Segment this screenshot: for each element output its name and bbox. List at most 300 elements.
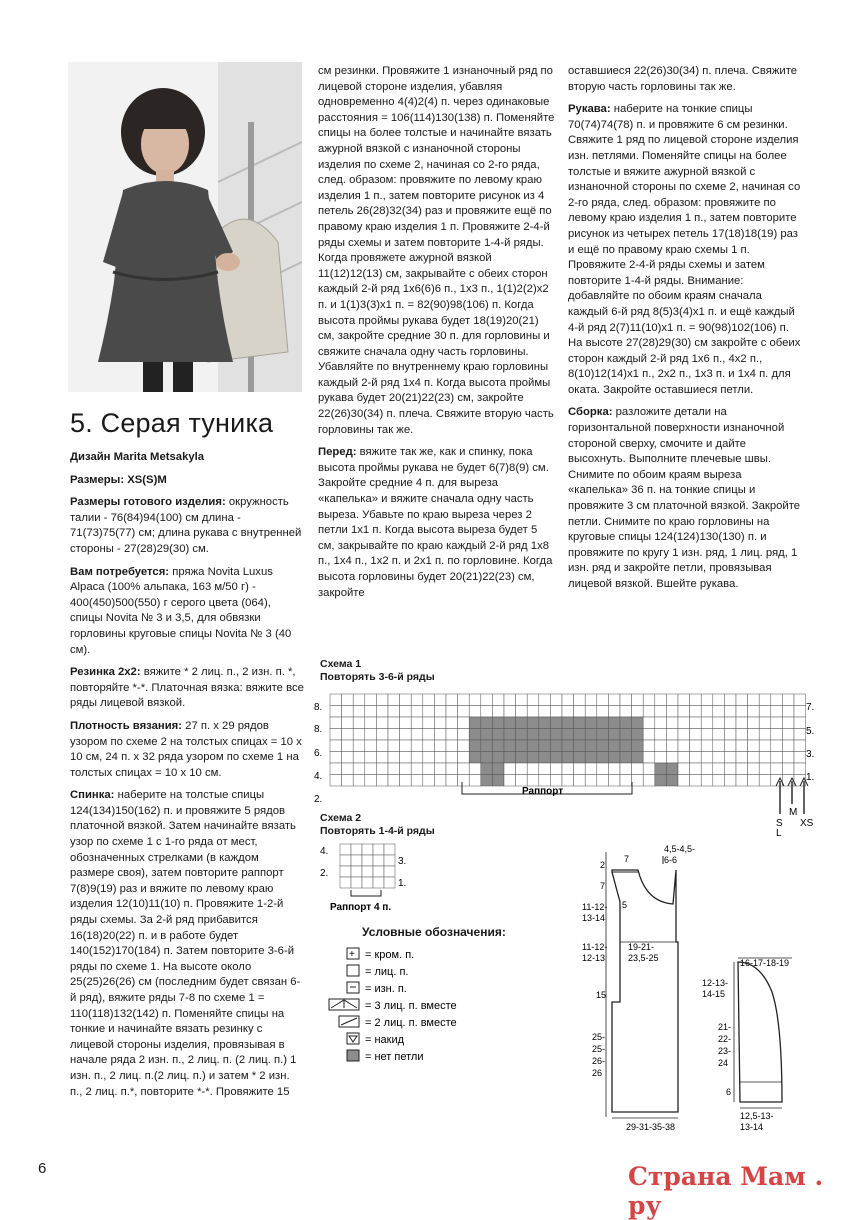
chart-cell	[782, 717, 794, 729]
chart-cell	[330, 775, 342, 787]
chart-cell	[527, 763, 539, 775]
chart-cell	[655, 752, 667, 764]
chart-cell	[469, 752, 481, 764]
chart-cell	[748, 717, 760, 729]
chart-cell	[550, 717, 562, 729]
chart-cell	[400, 740, 412, 752]
chart-cell	[643, 763, 655, 775]
chart-cell	[373, 866, 384, 877]
svg-text:6-6: 6-6	[664, 855, 678, 865]
scheme1-chart	[312, 690, 822, 830]
svg-text:6: 6	[726, 1087, 732, 1097]
chart-cell	[585, 717, 597, 729]
chart-cell	[527, 740, 539, 752]
chart-cell	[713, 729, 725, 741]
chart-cell	[724, 763, 736, 775]
legend-item: = лиц. п.	[365, 966, 409, 978]
chart-cell	[492, 775, 504, 787]
chart-cell	[655, 717, 667, 729]
chart-cell	[574, 717, 586, 729]
chart-cell	[782, 694, 794, 706]
chart-cell	[632, 717, 644, 729]
chart-cell	[678, 775, 690, 787]
chart-cell	[351, 877, 362, 888]
chart-cell	[527, 752, 539, 764]
svg-text:7: 7	[600, 881, 606, 891]
chart-cell	[759, 706, 771, 718]
chart-cell	[562, 706, 574, 718]
svg-text:1.: 1.	[398, 878, 407, 889]
svg-text:M: M	[789, 807, 798, 818]
sleeves-instructions: Рукава: наберите на тонкие спицы 70(74)74(78) п. и провяжите 6 см резинки. Свяжите 1 ряд по лицевой стороне изделия изн. петлями. Поменяйте спицы на более толстые и вяжите ажурной вязкой с изнаночной стороны по схеме 2, начиная со 2-го ряда, след. образом: провяжите по левому краю изделия 1 п., затем повторите рисунок из четырех петель 17(18)18(19) раз и ещё по правому краю схемы 1 п. Провяжите 2-4-й ряды схемы и затем повторите 1-4-й ряды. Внимание: добавляйте по обоим краям сначала каждый 6-й ряд 8(5)3(4)х1 п. и ещё каждый 4-й ряд 2(7)11(10)х1 п. = 90(98)102(106) п. На высоте 27(28)29(30) см закройте с обеих сторон каждый 2-й ряд 1х6 п., 4х2 п., 8(10)12(14)х1 п., 2х2 п., 1х3 п. и 1х4 п. для оката. Закройте оставшиеся петли.	[568, 103, 801, 396]
chart-cell	[446, 717, 458, 729]
chart-cell	[446, 706, 458, 718]
chart-cell	[620, 775, 632, 787]
chart-cell	[330, 706, 342, 718]
chart-cell	[411, 729, 423, 741]
chart-cell	[632, 694, 644, 706]
chart-cell	[539, 717, 551, 729]
chart-cell	[771, 740, 783, 752]
chart-cell	[655, 775, 667, 787]
svg-text:4.: 4.	[320, 846, 329, 857]
chart-cell	[376, 752, 388, 764]
chart-cell	[423, 717, 435, 729]
chart-cell	[585, 729, 597, 741]
chart-cell	[550, 775, 562, 787]
chart-cell	[342, 752, 354, 764]
svg-text:11-12-: 11-12-	[582, 942, 608, 952]
chart-cell	[342, 740, 354, 752]
chart-cell	[771, 694, 783, 706]
chart-cell	[678, 694, 690, 706]
chart-cell	[365, 763, 377, 775]
chart-cell	[608, 740, 620, 752]
chart-cell	[620, 706, 632, 718]
chart-cell	[527, 706, 539, 718]
svg-text:12-13: 12-13	[582, 953, 606, 963]
chart-cell	[423, 775, 435, 787]
chart-cell	[550, 740, 562, 752]
chart-cell	[701, 729, 713, 741]
chart-cell	[574, 775, 586, 787]
chart-cell	[759, 694, 771, 706]
back-instructions: Спинка: наберите на толстые спицы 124(134)150(162) п. и провяжите 5 рядов платочной вязкой. Затем начинайте вязать узор по схеме 1 с 1-го ряда от мест, обозначенных стрелками (в каждом размере своя), затем повторите раппорт 7(8)9(19) раз и вяжите по левому краю изделия 12(10)11(10) п. Провяжите 1-2-й ряды схемы. За 2-й ряд прибавится 16(18)20(22) п. и в работе будет 140(152)170(184) п. Затем повторите 3-6-й ряды по схеме 1. На высоте около 25(25)26(26) см (последним будет связан 6-й ряд), вяжите ряды 7-8 по схеме 1 = 110(118)132(142) п. Поменяйте спицы на тонкие и начинайте вязать резинку с лицевой стороны изделия, провязывая в начале ряда 2 изн. п., 2 лиц. п. (2 лиц. п.) 1 изн. п., 2 лиц. п.(2 лиц. п.) и затем * 2 изн. п., 2 лиц. п.*, повторите *-*. Провяжите 15	[70, 789, 301, 1098]
chart-cell	[585, 763, 597, 775]
chart-cell	[492, 763, 504, 775]
chart-cell	[736, 694, 748, 706]
chart-cell	[330, 729, 342, 741]
scheme2-heading: Схема 2 Повторять 1-4-й ряды	[320, 812, 435, 837]
chart-cell	[562, 752, 574, 764]
chart-cell	[539, 694, 551, 706]
chart-cell	[353, 752, 365, 764]
chart-cell	[713, 763, 725, 775]
chart-cell	[469, 763, 481, 775]
chart-cell	[701, 717, 713, 729]
chart-cell	[713, 706, 725, 718]
chart-cell	[411, 752, 423, 764]
chart-cell	[400, 752, 412, 764]
chart-cell	[353, 729, 365, 741]
chart-cell	[516, 717, 528, 729]
chart-cell	[608, 694, 620, 706]
svg-text:2: 2	[600, 860, 606, 870]
svg-text:4,5-4,5-: 4,5-4,5-	[664, 844, 696, 854]
chart-cell	[736, 706, 748, 718]
svg-text:5: 5	[622, 900, 628, 910]
chart-cell	[620, 752, 632, 764]
chart-cell	[690, 729, 702, 741]
chart-cell	[388, 729, 400, 741]
chart-cell	[632, 740, 644, 752]
chart-cell	[794, 752, 806, 764]
legend-item: = кром. п.	[365, 949, 415, 961]
chart-cell	[562, 763, 574, 775]
chart-cell	[434, 706, 446, 718]
legend-item: = накид	[365, 1034, 405, 1046]
back-continued: см резинки. Провяжите 1 изнаночный ряд по лицевой стороне изделия, убавляя одновременно 4(4)2(4) п. через одинаковые расстояния = 106(114)130(138) п. Поменяйте спицы на более толстые и начинайте вязать ажурной вязкой с изнаночной стороны изделия по схеме 2, начиная со 2-го ряда, след. образом: провяжите по левому краю изделия 1 п., затем повторите рисунок из 4 петель 26(28)32(34) раз и провяжите ещё по правому краю изделия 1 п. Провяжите 2-4-й ряды схемы и затем повторите 1-4-й ряды. Когда провяжете ажурной вязкой 11(12)12(13) см, закрывайте с обеих сторон каждый 2-й ряд 1х6(6)6 п., 1х3 п., 1(1)2(2)х2 п. и 1(1)3(3)х1 п. = 82(90)98(106) п. Когда высота проймы рукава будет 18(19)20(21) см, закройте средние 30 п. для горловины и свяжите сначала одну часть горловины. Убавляйте по внутреннему краю горловины каждый 2-й ряд 1х4 п. Когда высота проймы рукава будет 20(21)22(23) см, закройте 22(26)30(34) п. плеча. Свяжите вторую часть горловины так же.	[318, 65, 555, 436]
chart-cell	[690, 706, 702, 718]
chart-cell	[376, 729, 388, 741]
svg-text:21-: 21-	[718, 1022, 732, 1032]
front-continued: оставшиеся 22(26)30(34) п. плеча. Свяжите вторую часть горловины так же.	[568, 65, 798, 93]
chart-cell	[539, 775, 551, 787]
chart-cell	[655, 694, 667, 706]
chart-cell	[782, 740, 794, 752]
chart-cell	[713, 740, 725, 752]
chart-cell	[434, 775, 446, 787]
chart-cell	[342, 717, 354, 729]
chart-cell	[527, 717, 539, 729]
chart-cell	[411, 740, 423, 752]
chart-cell	[539, 752, 551, 764]
chart-cell	[469, 729, 481, 741]
svg-text:29-31-35-38: 29-31-35-38	[626, 1122, 676, 1132]
chart-cell	[458, 775, 470, 787]
chart-cell	[469, 740, 481, 752]
chart-cell	[362, 844, 373, 855]
chart-cell	[362, 877, 373, 888]
svg-text:12-13-: 12-13-	[702, 978, 729, 988]
chart-cell	[562, 729, 574, 741]
chart-cell	[620, 763, 632, 775]
chart-cell	[748, 729, 760, 741]
chart-cell	[771, 752, 783, 764]
chart-cell	[458, 752, 470, 764]
svg-text:24: 24	[718, 1058, 729, 1068]
chart-cell	[481, 763, 493, 775]
chart-cell	[434, 740, 446, 752]
chart-cell	[643, 740, 655, 752]
chart-cell	[423, 706, 435, 718]
legend-item: = 3 лиц. п. вместе	[365, 1000, 457, 1012]
chart-cell	[516, 752, 528, 764]
model-photo	[68, 62, 302, 392]
chart-cell	[527, 775, 539, 787]
chart-cell	[562, 694, 574, 706]
chart-cell	[701, 706, 713, 718]
chart-cell	[373, 877, 384, 888]
chart-cell	[458, 706, 470, 718]
chart-cell	[597, 706, 609, 718]
chart-cell	[342, 775, 354, 787]
chart-cell	[504, 740, 516, 752]
chart-cell	[458, 740, 470, 752]
chart-cell	[794, 694, 806, 706]
column-3	[568, 64, 804, 593]
chart-cell	[724, 729, 736, 741]
chart-cell	[539, 706, 551, 718]
chart-cell	[713, 775, 725, 787]
chart-cell	[353, 706, 365, 718]
chart-cell	[690, 752, 702, 764]
chart-cell	[400, 717, 412, 729]
chart-cell	[384, 877, 395, 888]
chart-cell	[690, 694, 702, 706]
chart-cell	[469, 694, 481, 706]
chart-cell	[504, 775, 516, 787]
front-instructions: Перед: вяжите так же, как и спинку, пока высота проймы рукава не будет 6(7)8(9) см. Закройте средние 4 п. для выреза «капелька» и вяжите сначала одну часть выреза. Убавьте по краю выреза через 2 петли 1х1 п. Когда высота выреза будет 5 см, закрывайте по краю каждый 2-й ряд 1х8 п., 1х4 п., 1х2 п. и 2х1 п. по горловине. Когда высота горловины будет 20(21)22(23) см, закройте	[318, 446, 553, 599]
chart-cell	[340, 844, 351, 855]
sizes: Размеры: XS(S)M	[70, 473, 167, 486]
chart-cell	[400, 729, 412, 741]
chart-cell	[388, 694, 400, 706]
chart-cell	[678, 717, 690, 729]
chart-cell	[620, 717, 632, 729]
scheme1-row-label: 8.	[314, 702, 323, 713]
chart-cell	[585, 775, 597, 787]
legend-symbols	[325, 944, 515, 1066]
svg-text:L: L	[776, 828, 782, 836]
svg-text:13-14: 13-14	[582, 913, 606, 923]
chart-cell	[608, 775, 620, 787]
svg-text:26: 26	[592, 1068, 603, 1078]
chart-cell	[516, 729, 528, 741]
svg-text:13-14: 13-14	[740, 1122, 764, 1132]
chart-cell	[597, 729, 609, 741]
svg-text:+: +	[349, 949, 355, 960]
chart-cell	[365, 694, 377, 706]
chart-cell	[362, 866, 373, 877]
chart-cell	[492, 694, 504, 706]
chart-cell	[376, 694, 388, 706]
chart-cell	[759, 717, 771, 729]
chart-cell	[434, 729, 446, 741]
svg-text:14-15: 14-15	[702, 989, 726, 999]
column-2	[318, 64, 556, 601]
chart-cell	[643, 694, 655, 706]
chart-cell	[353, 775, 365, 787]
chart-cell	[666, 752, 678, 764]
chart-cell	[713, 717, 725, 729]
chart-cell	[376, 763, 388, 775]
assembly-instructions: Сборка: разложите детали на горизонтальной поверхности изнаночной стороной сверху, смочите и дайте высохнуть. Выполните плечевые швы. Снимите по обоим краям выреза «капелька» 36 п. на тонкие спицы и провяжите 3 см платочной вязкой. Закройте петли. Снимите по краю горловины на круговые спицы 124(124)130(130) п. и провяжите по кругу 1 изн. ряд, 1 лиц. ряд, 1 изн. ряд и закройте петли, провязывая лицевой вязкой. Вшейте рукава.	[568, 406, 801, 590]
chart-cell	[388, 752, 400, 764]
chart-cell	[342, 763, 354, 775]
chart-cell	[574, 706, 586, 718]
chart-cell	[481, 740, 493, 752]
chart-cell	[701, 740, 713, 752]
chart-cell	[748, 775, 760, 787]
article-title: 5. Серая туника	[70, 408, 274, 438]
chart-cell	[643, 729, 655, 741]
chart-cell	[608, 729, 620, 741]
chart-cell	[759, 740, 771, 752]
svg-text:7: 7	[624, 854, 630, 864]
chart-cell	[340, 866, 351, 877]
designer: Дизайн Marita Metsakyla	[70, 451, 205, 463]
chart-cell	[736, 729, 748, 741]
chart-cell	[608, 763, 620, 775]
chart-cell	[353, 717, 365, 729]
chart-cell	[562, 740, 574, 752]
chart-cell	[365, 706, 377, 718]
chart-cell	[342, 706, 354, 718]
chart-cell	[550, 694, 562, 706]
chart-cell	[373, 844, 384, 855]
watermark: Страна Мам . ру	[628, 1162, 824, 1220]
chart-cell	[632, 775, 644, 787]
chart-cell	[481, 729, 493, 741]
chart-cell	[794, 763, 806, 775]
chart-cell	[666, 694, 678, 706]
chart-cell	[736, 752, 748, 764]
chart-cell	[434, 752, 446, 764]
chart-cell	[388, 740, 400, 752]
chart-cell	[782, 763, 794, 775]
chart-cell	[492, 706, 504, 718]
chart-cell	[550, 729, 562, 741]
svg-text:23,5-25: 23,5-25	[628, 953, 659, 963]
chart-cell	[504, 729, 516, 741]
scheme1-row-label: 5.	[806, 726, 815, 737]
chart-cell	[759, 729, 771, 741]
chart-cell	[655, 729, 667, 741]
chart-cell	[678, 763, 690, 775]
chart-cell	[562, 717, 574, 729]
chart-cell	[411, 706, 423, 718]
chart-cell	[655, 740, 667, 752]
chart-cell	[690, 763, 702, 775]
chart-cell	[632, 752, 644, 764]
chart-cell	[362, 855, 373, 866]
chart-cell	[423, 763, 435, 775]
chart-cell	[666, 763, 678, 775]
chart-cell	[794, 740, 806, 752]
chart-cell	[632, 729, 644, 741]
chart-cell	[597, 740, 609, 752]
chart-cell	[353, 694, 365, 706]
svg-text:12,5-13-: 12,5-13-	[740, 1111, 774, 1121]
legend-item: = нет петли	[365, 1051, 424, 1063]
chart-cell	[423, 752, 435, 764]
chart-cell	[724, 717, 736, 729]
chart-cell	[724, 694, 736, 706]
chart-cell	[411, 775, 423, 787]
chart-cell	[632, 706, 644, 718]
chart-cell	[330, 763, 342, 775]
chart-cell	[330, 740, 342, 752]
chart-cell	[562, 775, 574, 787]
chart-cell	[678, 752, 690, 764]
chart-cell	[384, 866, 395, 877]
chart-cell	[330, 717, 342, 729]
chart-cell	[481, 706, 493, 718]
chart-cell	[400, 706, 412, 718]
svg-text:25-: 25-	[592, 1032, 606, 1042]
chart-cell	[666, 740, 678, 752]
chart-cell	[340, 855, 351, 866]
chart-cell	[597, 752, 609, 764]
chart-cell	[782, 729, 794, 741]
chart-cell	[458, 694, 470, 706]
chart-cell	[481, 694, 493, 706]
chart-cell	[550, 763, 562, 775]
chart-cell	[701, 752, 713, 764]
chart-cell	[585, 706, 597, 718]
chart-cell	[423, 740, 435, 752]
scheme1-grid	[330, 694, 806, 786]
chart-cell	[504, 752, 516, 764]
chart-cell	[608, 752, 620, 764]
chart-cell	[597, 763, 609, 775]
scheme2-chart	[318, 840, 418, 915]
chart-cell	[539, 763, 551, 775]
chart-cell	[724, 706, 736, 718]
chart-cell	[446, 752, 458, 764]
chart-cell	[574, 752, 586, 764]
chart-cell	[771, 763, 783, 775]
chart-cell	[632, 763, 644, 775]
chart-cell	[458, 763, 470, 775]
chart-cell	[690, 717, 702, 729]
chart-cell	[690, 740, 702, 752]
svg-text:16-17-18-19: 16-17-18-19	[740, 958, 790, 968]
chart-cell	[655, 763, 667, 775]
chart-cell	[782, 706, 794, 718]
legend-title: Условные обозначения:	[362, 925, 506, 939]
page-number: 6	[38, 1160, 47, 1177]
chart-cell	[527, 729, 539, 741]
chart-cell	[771, 717, 783, 729]
chart-cell	[446, 694, 458, 706]
chart-cell	[458, 717, 470, 729]
chart-cell	[574, 763, 586, 775]
chart-cell	[446, 729, 458, 741]
svg-text:11-12-: 11-12-	[582, 902, 608, 912]
svg-text:25-: 25-	[592, 1044, 606, 1054]
chart-cell	[666, 775, 678, 787]
chart-cell	[330, 752, 342, 764]
chart-cell	[423, 729, 435, 741]
chart-cell	[701, 763, 713, 775]
chart-cell	[597, 717, 609, 729]
gauge: Плотность вязания: 27 п. х 29 рядов узором по схеме 2 на толстых спицах = 10 х 10 см, 24 п. х 32 ряда узором по схеме 1 на толстых спицах = 10 х 10 см.	[70, 719, 302, 779]
chart-cell	[504, 717, 516, 729]
chart-cell	[434, 694, 446, 706]
chart-cell	[550, 752, 562, 764]
finished-sizes: Размеры готового изделия: окружность талии - 76(84)94(100) см длина - 71(73)75(77) см; длина рукава с внутренней стороны - 27(28)29(30) см.	[70, 496, 302, 555]
chart-cell	[574, 740, 586, 752]
chart-cell	[666, 706, 678, 718]
scheme1-row-label: 2.	[314, 794, 323, 805]
chart-cell	[388, 775, 400, 787]
chart-cell	[748, 740, 760, 752]
svg-text:XS: XS	[800, 818, 814, 829]
chart-cell	[724, 775, 736, 787]
chart-cell	[736, 763, 748, 775]
